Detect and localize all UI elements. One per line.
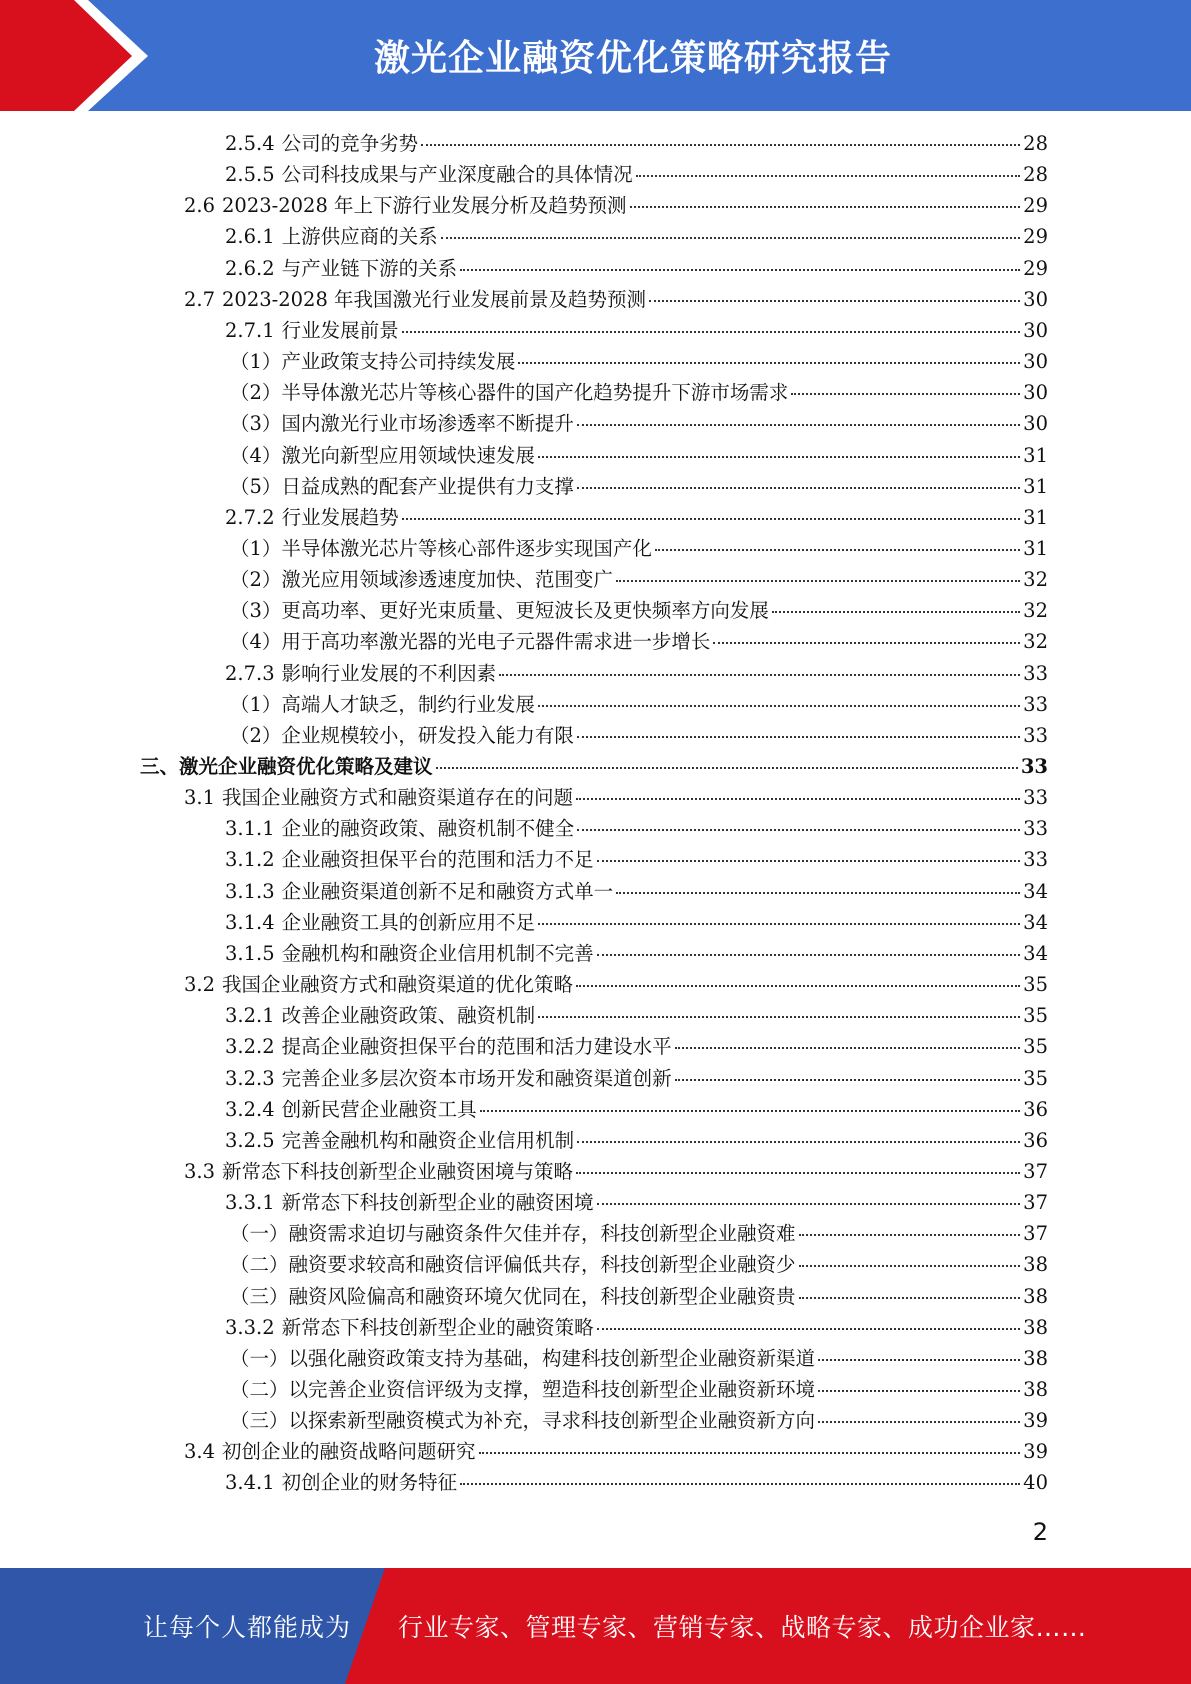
- toc-entry-page: 34: [1023, 910, 1048, 934]
- toc-entry-page: 33: [1023, 723, 1048, 747]
- toc-entry-number: 2.7.1: [225, 318, 275, 342]
- toc-entry-number: 2.6: [184, 194, 216, 218]
- toc-dot-leader: [791, 393, 1020, 395]
- toc-entry[interactable]: [225, 813, 1048, 844]
- toc-entry[interactable]: [230, 1343, 1048, 1374]
- toc-dot-leader: [799, 1297, 1021, 1299]
- toc-entry-page: 35: [1023, 1004, 1048, 1028]
- toc-entry-page: 32: [1023, 630, 1048, 654]
- toc-dot-leader: [616, 892, 1020, 894]
- toc-dot-leader: [577, 424, 1020, 426]
- toc-dot-leader: [460, 1483, 1020, 1485]
- toc-entry-title: （5）日益成熟的配套产业提供有力支撑: [230, 474, 574, 498]
- toc-dot-leader: [630, 206, 1021, 208]
- toc-entry-page: 35: [1023, 1035, 1048, 1059]
- toc-entry-page: 33: [1023, 786, 1048, 810]
- toc-entry-page: 33: [1023, 817, 1048, 841]
- toc-entry[interactable]: [225, 1312, 1048, 1343]
- toc-entry[interactable]: [230, 377, 1048, 408]
- toc-entry-page: 29: [1023, 256, 1048, 280]
- toc-entry-page: 28: [1023, 163, 1048, 187]
- toc-entry-page: 29: [1023, 194, 1048, 218]
- toc-entry[interactable]: [225, 1000, 1048, 1031]
- page-header: [0, 0, 1191, 111]
- toc-entry-page: 29: [1023, 225, 1048, 249]
- toc-entry[interactable]: [230, 533, 1048, 564]
- toc-dot-leader: [538, 923, 1020, 925]
- toc-entry-title: 企业融资工具的创新应用不足: [281, 910, 536, 934]
- toc-dot-leader: [799, 1265, 1021, 1267]
- toc-entry-page: 31: [1023, 536, 1048, 560]
- toc-entry-title: 公司的竞争劣势: [281, 132, 419, 155]
- toc-entry-page: 32: [1023, 568, 1048, 592]
- toc-dot-leader: [402, 518, 1021, 520]
- toc-dot-leader: [597, 954, 1021, 956]
- toc-dot-leader: [818, 1359, 1020, 1361]
- toc-entry-page: 38: [1023, 1378, 1048, 1401]
- toc-entry[interactable]: [184, 782, 1048, 813]
- toc-entry[interactable]: [230, 1374, 1048, 1405]
- toc-entry[interactable]: [230, 1249, 1048, 1280]
- toc-entry[interactable]: [230, 440, 1048, 471]
- toc-entry[interactable]: [184, 190, 1048, 221]
- toc-dot-leader: [597, 860, 1021, 862]
- page-number: 2: [1032, 1518, 1048, 1546]
- toc-entry[interactable]: [230, 1218, 1048, 1249]
- toc-entry[interactable]: [230, 689, 1048, 720]
- toc-entry[interactable]: [225, 221, 1048, 252]
- toc-dot-leader: [577, 487, 1020, 489]
- toc-entry[interactable]: [225, 253, 1048, 284]
- toc-entry-title: 我国企业融资方式和融资渠道的优化策略: [222, 973, 574, 997]
- toc-entry-page: 30: [1023, 287, 1048, 311]
- toc-entry-number: 2.5.4: [225, 132, 275, 155]
- toc-entry[interactable]: [225, 1063, 1048, 1094]
- toc-entry-page: 36: [1023, 1097, 1048, 1121]
- toc-entry-number: 3.4: [184, 1440, 216, 1464]
- toc-entry-title: 2023-2028 年我国激光行业发展前景及趋势预测: [222, 287, 647, 311]
- toc-entry[interactable]: [225, 876, 1048, 907]
- toc-entry-title: 影响行业发展的不利因素: [281, 661, 497, 685]
- toc-dot-leader: [576, 1172, 1020, 1174]
- toc-entry-number: 3.3.1: [225, 1191, 275, 1215]
- toc-dot-leader: [479, 1452, 1021, 1454]
- toc-entry-title: 企业融资渠道创新不足和融资方式单一: [281, 879, 614, 903]
- toc-entry-title: 上游供应商的关系: [281, 225, 438, 249]
- toc-entry-number: 2.5.5: [225, 163, 275, 187]
- toc-dot-leader: [436, 767, 1018, 769]
- toc-entry-title: 公司科技成果与产业深度融合的具体情况: [281, 163, 633, 187]
- toc-entry-title: （2）激光应用领域渗透速度加快、范围变广: [230, 568, 613, 592]
- toc-entry-title: （3）更高功率、更好光束质量、更短波长及更快频率方向发展: [230, 599, 769, 623]
- toc-dot-leader: [499, 674, 1020, 676]
- toc-entry-title: 金融机构和融资企业信用机制不完善: [281, 941, 594, 965]
- toc-entry-title: （二）融资要求较高和融资信评偏低共存，科技创新型企业融资少: [230, 1253, 796, 1277]
- toc-entry-page: 32: [1023, 599, 1048, 623]
- toc-entry[interactable]: [225, 658, 1048, 689]
- footer-slogan-left: 让每个人都能成为: [143, 1613, 352, 1642]
- toc-dot-leader: [538, 705, 1020, 707]
- toc-entry-number: 3.1.1: [225, 817, 275, 841]
- toc-entry-number: 3.2: [184, 973, 216, 997]
- toc-entry-page: 28: [1023, 132, 1048, 155]
- toc-dot-leader: [799, 1234, 1021, 1236]
- toc-dot-leader: [616, 580, 1020, 582]
- toc-dot-leader: [655, 549, 1020, 551]
- toc-entry[interactable]: [230, 471, 1048, 502]
- toc-entry-page: 31: [1023, 505, 1048, 529]
- toc-entry-page: 34: [1023, 941, 1048, 965]
- toc-entry-title: 初创企业的融资战略问题研究: [222, 1440, 476, 1464]
- toc-entry-number: 3.1.5: [225, 941, 275, 965]
- toc-entry-title: （1）产业政策支持公司持续发展: [230, 350, 516, 374]
- toc-entry[interactable]: [230, 626, 1048, 657]
- toc-entry-title: 与产业链下游的关系: [281, 256, 458, 280]
- toc-dot-leader: [460, 269, 1020, 271]
- toc-dot-leader: [480, 1110, 1021, 1112]
- toc-dot-leader: [538, 456, 1020, 458]
- toc-entry-number: 2.6.1: [225, 225, 275, 249]
- toc-dot-leader: [576, 798, 1020, 800]
- toc-entry-title: （3）国内激光行业市场渗透率不断提升: [230, 412, 574, 436]
- toc-entry-title: 企业的融资政策、融资机制不健全: [281, 817, 575, 841]
- toc-entry[interactable]: [230, 564, 1048, 595]
- toc-entry-number: 3.1: [184, 786, 216, 810]
- toc-entry-page: 38: [1023, 1346, 1048, 1370]
- toc-entry-page: 36: [1023, 1128, 1048, 1152]
- toc-entry-title: 新常态下科技创新型企业的融资困境: [281, 1191, 594, 1215]
- toc-entry[interactable]: [230, 1281, 1048, 1312]
- toc-entry-page: 35: [1023, 1066, 1048, 1090]
- toc-entry-page: 31: [1023, 443, 1048, 467]
- toc-dot-leader: [577, 829, 1020, 831]
- footer-slogan-right: 行业专家、管理专家、营销专家、战略专家、成功企业家……: [398, 1613, 1087, 1642]
- toc-dot-leader: [675, 1047, 1021, 1049]
- toc-dot-leader: [576, 985, 1020, 987]
- toc-entry-page: 33: [1020, 755, 1048, 778]
- toc-entry[interactable]: [225, 1094, 1048, 1125]
- toc-entry-title: （2）企业规模较小，研发投入能力有限: [230, 723, 574, 747]
- toc-entry-title: （一）以强化融资政策支持为基础，构建科技创新型企业融资新渠道: [230, 1346, 816, 1370]
- toc-entry[interactable]: [230, 346, 1048, 377]
- toc-entry-number: 3.1.3: [225, 879, 275, 903]
- toc-entry-title: （二）以完善企业资信评级为支撑，塑造科技创新型企业融资新环境: [230, 1378, 816, 1401]
- toc-entry-title: 行业发展前景: [281, 318, 399, 342]
- toc-entry[interactable]: [225, 315, 1048, 346]
- toc-entry-number: 3.3.2: [225, 1315, 275, 1339]
- toc-entry[interactable]: [230, 1405, 1048, 1436]
- toc-dot-leader: [577, 1141, 1020, 1143]
- header-arrow-decoration: [0, 0, 160, 111]
- toc-entry-number: 3.2.1: [225, 1004, 275, 1028]
- toc-entry-page: 33: [1023, 692, 1048, 716]
- toc-entry-page: 31: [1023, 474, 1048, 498]
- toc-entry[interactable]: [230, 595, 1048, 626]
- toc-entry[interactable]: [225, 1467, 1048, 1498]
- toc-entry-title: 新常态下科技创新型企业的融资策略: [281, 1315, 594, 1339]
- toc-dot-leader: [577, 736, 1020, 738]
- toc-entry-number: 3.1.2: [225, 848, 275, 872]
- toc-entry-title: 三、激光企业融资优化策略及建议: [140, 755, 433, 778]
- toc-entry-title: 我国企业融资方式和融资渠道存在的问题: [222, 786, 574, 810]
- toc-entry[interactable]: [225, 502, 1048, 533]
- toc-entry-page: 33: [1023, 848, 1048, 872]
- report-title: 激光企业融资优化策略研究报告: [373, 38, 892, 79]
- toc-entry-page: 37: [1023, 1222, 1048, 1246]
- toc-dot-leader: [636, 175, 1021, 177]
- toc-dot-leader: [441, 237, 1021, 239]
- toc-entry-page: 37: [1023, 1159, 1048, 1183]
- toc-entry[interactable]: [225, 1031, 1048, 1062]
- toc-entry-title: （1）高端人才缺乏，制约行业发展: [230, 692, 535, 716]
- toc-entry-title: 提高企业融资担保平台的范围和活力建设水平: [281, 1035, 672, 1059]
- toc-dot-leader: [597, 1328, 1021, 1330]
- toc-entry-page: 30: [1023, 412, 1048, 436]
- toc-entry-title: （2）半导体激光芯片等核心器件的国产化趋势提升下游市场需求: [230, 381, 789, 405]
- toc-entry-title: 企业融资担保平台的范围和活力不足: [281, 848, 594, 872]
- toc-entry[interactable]: [184, 969, 1048, 1000]
- toc-entry[interactable]: [225, 1125, 1048, 1156]
- toc-entry-page: 38: [1023, 1284, 1048, 1308]
- toc-entry-title: 创新民营企业融资工具: [281, 1097, 477, 1121]
- toc-dot-leader: [713, 642, 1020, 644]
- toc-entry-number: 3.1.4: [225, 910, 275, 934]
- toc-entry-number: 3.4.1: [225, 1471, 275, 1495]
- toc-dot-leader: [772, 611, 1020, 613]
- toc-entry-number: 2.7.2: [225, 505, 275, 529]
- toc-dot-leader: [818, 1390, 1020, 1392]
- toc-dot-leader: [402, 331, 1021, 333]
- toc-entry-page: 37: [1023, 1191, 1048, 1215]
- toc-entry-number: 2.6.2: [225, 256, 275, 280]
- toc-entry-title: （4）用于高功率激光器的光电子元器件需求进一步增长: [230, 630, 711, 654]
- toc-entry-number: 2.7.3: [225, 661, 275, 685]
- toc-entry-page: 33: [1023, 661, 1048, 685]
- toc-entry[interactable]: [225, 844, 1048, 875]
- toc-dot-leader: [597, 1203, 1021, 1205]
- toc-entry-number: 3.2.5: [225, 1128, 275, 1152]
- toc-entry-title: 改善企业融资政策、融资机制: [281, 1004, 536, 1028]
- toc-entry-title: 行业发展趋势: [281, 505, 399, 529]
- toc-entry-page: 30: [1023, 350, 1048, 374]
- toc-entry-title: 完善企业多层次资本市场开发和融资渠道创新: [281, 1066, 672, 1090]
- toc-entry-page: 34: [1023, 879, 1048, 903]
- toc-entry[interactable]: [184, 1436, 1048, 1467]
- toc-entry-title: 初创企业的财务特征: [281, 1471, 458, 1495]
- toc-dot-leader: [538, 1016, 1020, 1018]
- toc-entry-number: 3.3: [184, 1159, 216, 1183]
- toc-entry-page: 30: [1023, 318, 1048, 342]
- toc-entry[interactable]: [225, 128, 1048, 159]
- toc-entry[interactable]: [230, 720, 1048, 751]
- toc-dot-leader: [421, 144, 1020, 146]
- toc-entry[interactable]: [225, 159, 1048, 190]
- toc-entry-title: （三）以探索新型融资模式为补充，寻求科技创新型企业融资新方向: [230, 1409, 816, 1433]
- toc-entry-title: 新常态下科技创新型企业融资困境与策略: [222, 1159, 574, 1183]
- toc-entry-page: 30: [1023, 381, 1048, 405]
- toc-entry[interactable]: [225, 907, 1048, 938]
- toc-entry-number: 3.2.3: [225, 1066, 275, 1090]
- toc-entry-number: 2.7: [184, 287, 216, 311]
- page-footer: [0, 1568, 1191, 1684]
- toc-dot-leader: [518, 362, 1020, 364]
- toc-entry[interactable]: [225, 1187, 1048, 1218]
- toc-entry-title: （一）融资需求迫切与融资条件欠佳并存，科技创新型企业融资难: [230, 1222, 796, 1246]
- toc-entry[interactable]: [184, 1156, 1048, 1187]
- toc-entry[interactable]: [230, 408, 1048, 439]
- toc-entry-title: （三）融资风险偏高和融资环境欠优同在，科技创新型企业融资贵: [230, 1284, 796, 1308]
- toc-entry-page: 38: [1023, 1315, 1048, 1339]
- toc-entry-title: 2023-2028 年上下游行业发展分析及趋势预测: [222, 194, 627, 218]
- toc-entry-number: 3.2.2: [225, 1035, 275, 1059]
- toc-entry-title: 完善金融机构和融资企业信用机制: [281, 1128, 575, 1152]
- toc-dot-leader: [649, 300, 1020, 302]
- toc-entry-page: 39: [1023, 1409, 1048, 1433]
- toc-entry-page: 40: [1023, 1471, 1048, 1495]
- toc-entry-number: 3.2.4: [225, 1097, 275, 1121]
- toc-entry-page: 35: [1023, 973, 1048, 997]
- toc-entry-page: 39: [1023, 1440, 1048, 1464]
- toc-entry[interactable]: [140, 751, 1048, 782]
- toc-entry[interactable]: [225, 938, 1048, 969]
- toc-dot-leader: [675, 1079, 1021, 1081]
- toc-entry-title: （4）激光向新型应用领域快速发展: [230, 443, 535, 467]
- toc-entry-page: 38: [1023, 1253, 1048, 1277]
- toc-dot-leader: [818, 1421, 1020, 1423]
- toc-entry[interactable]: [184, 284, 1048, 315]
- toc-entry-title: （1）半导体激光芯片等核心部件逐步实现国产化: [230, 536, 652, 560]
